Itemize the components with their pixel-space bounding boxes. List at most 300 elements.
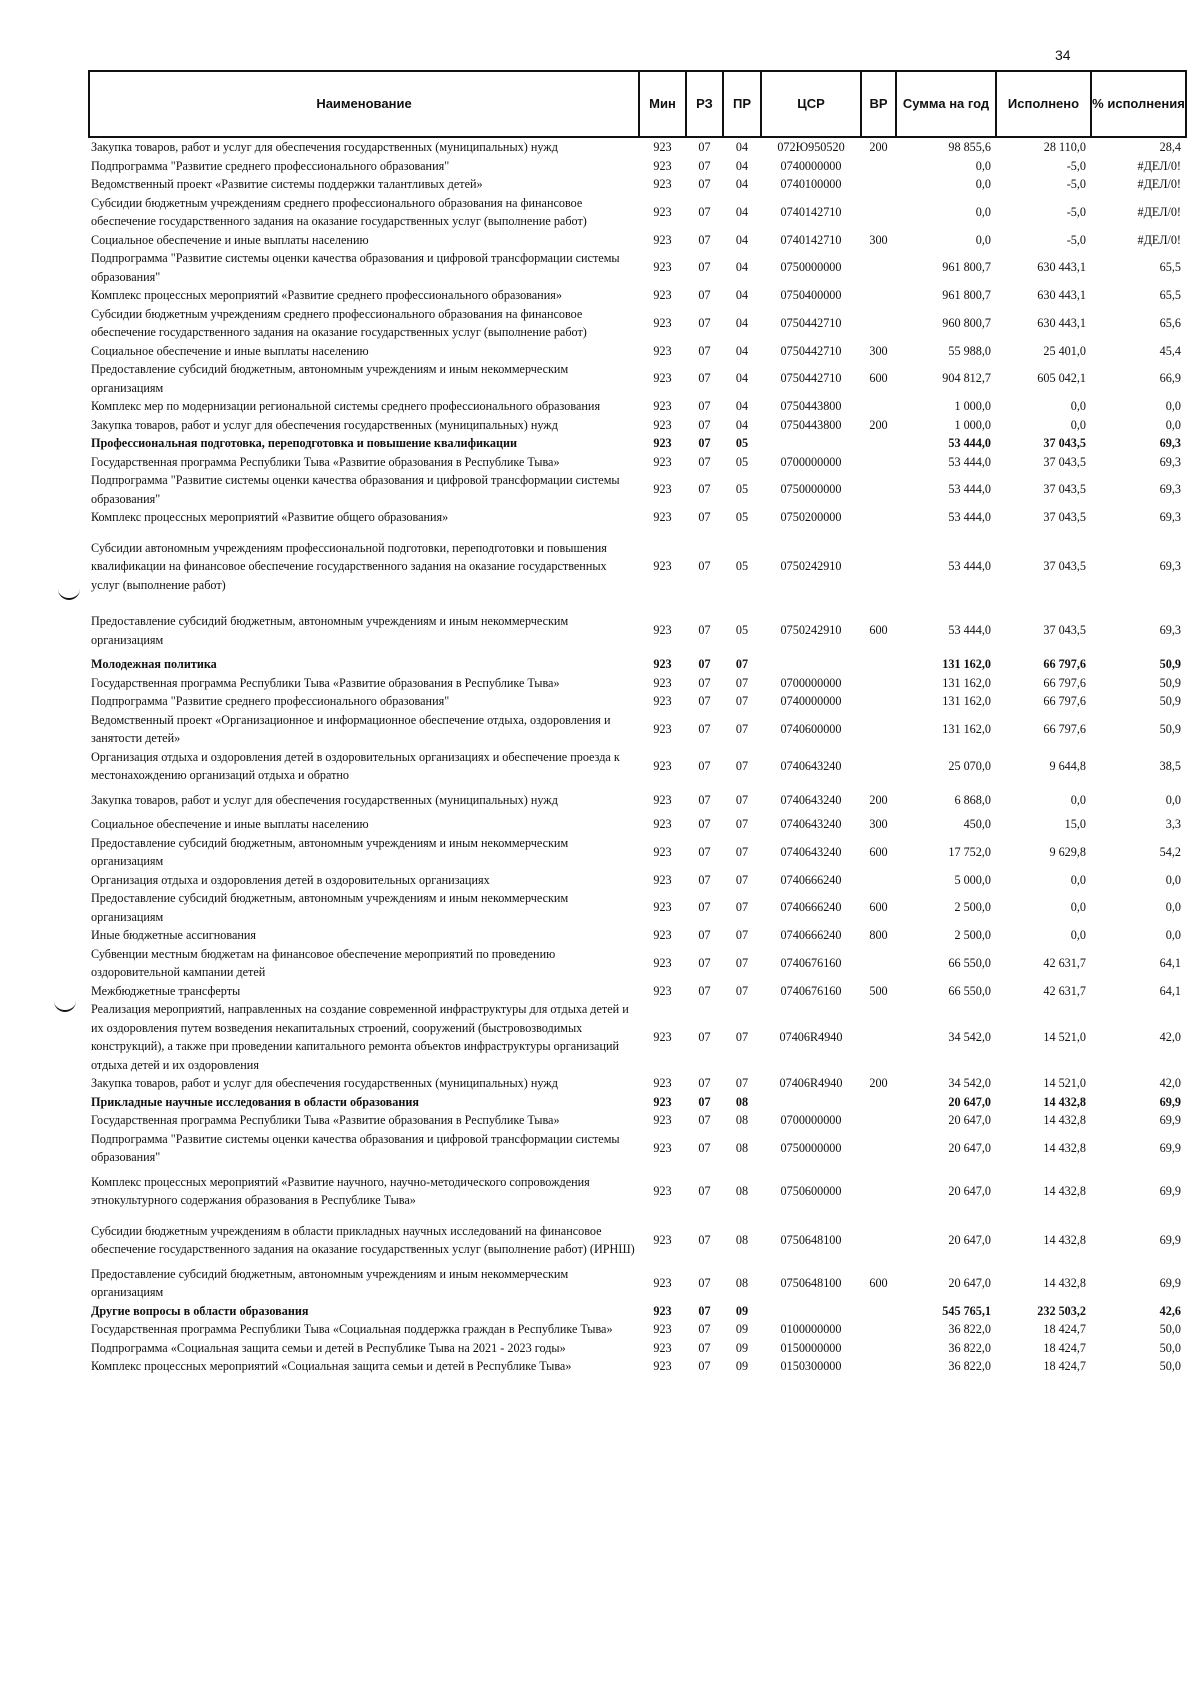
row-pct: 28,4: [1159, 140, 1181, 154]
row-done: 28 110,0: [1043, 140, 1086, 154]
row-rz: 07: [698, 900, 711, 915]
row-name: Закупка товаров, работ и услуг для обеспечения государственных (муниципальных) нужд: [91, 1076, 558, 1090]
row-rz: 07: [698, 343, 711, 358]
row-pr: 04: [735, 371, 749, 386]
row-sum: 6 868,0: [954, 792, 991, 807]
row-min: 923: [653, 315, 672, 330]
row-name: Иные бюджетные ассигнования: [91, 928, 257, 942]
row-name: Реализация мероприятий, направленных на создание современной инфраструктуры для отдыха детей и их оздоровления путем возведения некапитальных строений, сооружений (быстровозводимых конструкций), а также при проведении капитального ремонта объектов инфраструктуры организаций отдыха детей и их оздоровления: [91, 1002, 629, 1072]
row-pct: 69,3: [1159, 482, 1181, 497]
table-row: [89, 1302, 1186, 1321]
row-sum: 36 822,0: [948, 1340, 991, 1355]
row-csr: 0750400000: [780, 288, 842, 302]
row-vr: [861, 945, 896, 982]
row-min: 923: [653, 928, 672, 942]
row-csr: 0700000000: [780, 454, 842, 469]
row-min: 923: [653, 343, 672, 358]
row-pct: 45,4: [1159, 343, 1181, 358]
row-vr: [861, 1000, 896, 1074]
row-sum: 53 444,0: [948, 436, 991, 450]
row-vr: [861, 194, 896, 231]
row-min: 923: [653, 140, 672, 154]
row-vr: 600: [869, 900, 888, 915]
row-csr: 0700000000: [780, 1113, 842, 1127]
row-min: 923: [653, 1076, 672, 1090]
row-min: 923: [653, 1322, 672, 1336]
row-rz: 07: [698, 482, 711, 497]
row-min: 923: [653, 1029, 672, 1044]
row-pr: 05: [735, 510, 749, 524]
row-name: Организация отдыха и оздоровления детей в оздоровительных организациях и обеспечение проезда к местонахождению организаций отдыха и обратно: [91, 749, 620, 782]
row-csr: 0750000000: [780, 1140, 842, 1155]
row-rz: 07: [698, 288, 711, 302]
header-name: Наименование: [89, 71, 639, 137]
row-pct: 0,0: [1165, 417, 1181, 432]
row-name: Комплекс процессных мероприятий «Развитие общего образования»: [91, 510, 449, 524]
row-min: 923: [653, 1113, 672, 1127]
row-done: 14 521,0: [1043, 1076, 1086, 1090]
row-sum: 36 822,0: [948, 1359, 991, 1373]
row-vr: 600: [869, 623, 888, 638]
row-sum: 53 444,0: [948, 510, 991, 524]
row-sum: 34 542,0: [948, 1076, 991, 1090]
row-rz: 07: [698, 1359, 711, 1373]
table-row: [89, 397, 1186, 416]
header-done: Исполнено: [996, 71, 1091, 137]
row-vr: 200: [869, 1076, 888, 1090]
row-vr: [861, 711, 896, 748]
row-vr: 300: [869, 343, 888, 358]
row-rz: 07: [698, 844, 711, 859]
row-rz: 07: [698, 371, 711, 386]
row-rz: 07: [698, 1029, 711, 1044]
row-vr: 800: [869, 928, 888, 942]
row-csr: 0740676160: [780, 983, 842, 998]
row-sum: 17 752,0: [948, 844, 991, 859]
table-row: [89, 889, 1186, 926]
table-row: [89, 655, 1186, 674]
table-body: [89, 137, 1186, 1376]
table-row: [89, 871, 1186, 890]
scan-mark: [54, 1000, 76, 1012]
table-row: [89, 471, 1186, 508]
row-sum: 1 000,0: [954, 399, 991, 413]
table-row: [89, 1000, 1186, 1074]
row-pr: 07: [735, 1029, 749, 1044]
row-pr: 09: [735, 1303, 749, 1318]
table-row: [89, 785, 1186, 816]
row-pct: #ДЕЛ/0!: [1137, 232, 1181, 247]
row-pct: 69,3: [1159, 623, 1181, 638]
row-min: 923: [653, 417, 672, 432]
row-name: Подпрограмма "Развитие среднего профессионального образования": [91, 694, 450, 708]
row-name: Подпрограмма "Развитие системы оценки качества образования и цифровой трансформации системы образования": [91, 1131, 620, 1164]
row-rz: 07: [698, 260, 711, 275]
row-csr: 0740000000: [780, 158, 842, 173]
row-done: 0,0: [1070, 928, 1086, 942]
row-pr: 07: [735, 792, 749, 807]
row-name: Субсидии бюджетным учреждениям в области прикладных научных исследований на финансовое обеспечение государственного задания на оказание государственных услуг (выполнение работ) (ИРНШ): [91, 1223, 635, 1256]
row-csr: 0740643240: [780, 758, 842, 773]
row-csr: 0740666240: [780, 872, 842, 887]
row-rz: 07: [698, 817, 711, 831]
row-pr: 07: [735, 1076, 749, 1090]
row-pct: 0,0: [1165, 928, 1181, 942]
row-done: 0,0: [1070, 792, 1086, 807]
row-rz: 07: [698, 204, 711, 219]
row-rz: 07: [698, 872, 711, 887]
row-rz: 07: [698, 1275, 711, 1290]
table-row: [89, 945, 1186, 982]
row-done: 18 424,7: [1043, 1340, 1086, 1355]
table-row: [89, 834, 1186, 871]
row-pr: 07: [735, 675, 749, 690]
row-min: 923: [653, 288, 672, 302]
row-pct: 64,1: [1159, 955, 1181, 970]
row-pr: 05: [735, 454, 749, 469]
row-rz: 07: [698, 721, 711, 736]
row-min: 923: [653, 623, 672, 638]
table-row: [89, 194, 1186, 231]
row-pr: 08: [735, 1113, 749, 1127]
row-sum: 904 812,7: [942, 371, 991, 386]
row-pr: 05: [735, 482, 749, 497]
row-name: Предоставление субсидий бюджетным, автономным учреждениям и иным некоммерческим организациям: [91, 891, 569, 924]
row-name: Государственная программа Республики Тыва «Развитие образования в Республике Тыва»: [91, 454, 560, 469]
header-sum: Сумма на год: [896, 71, 996, 137]
row-csr: [761, 1093, 861, 1112]
row-csr: 0740600000: [780, 721, 842, 736]
row-pct: 0,0: [1165, 792, 1181, 807]
row-done: 15,0: [1064, 817, 1086, 831]
row-vr: [861, 157, 896, 176]
row-min: 923: [653, 436, 672, 450]
row-rz: 07: [698, 955, 711, 970]
table-row: [89, 416, 1186, 435]
row-done: 14 432,8: [1043, 1094, 1086, 1109]
row-sum: 36 822,0: [948, 1322, 991, 1336]
row-pct: 65,5: [1159, 260, 1181, 275]
row-csr: 07406R4940: [779, 1029, 843, 1044]
row-rz: 07: [698, 792, 711, 807]
row-name: Комплекс процессных мероприятий «Социальная защита семьи и детей в Республике Тыва»: [91, 1359, 572, 1373]
row-sum: 53 444,0: [948, 482, 991, 497]
row-csr: 0750442710: [780, 315, 842, 330]
row-vr: [861, 1111, 896, 1130]
row-csr: 0740666240: [780, 900, 842, 915]
row-rz: 07: [698, 675, 711, 690]
row-csr: 0750242910: [780, 623, 842, 638]
row-pct: 69,3: [1159, 559, 1181, 573]
row-pr: 08: [735, 1183, 749, 1198]
row-vr: 200: [869, 140, 888, 154]
row-name: Организация отдыха и оздоровления детей в оздоровительных организациях: [91, 872, 490, 887]
row-pr: 07: [735, 721, 749, 736]
row-sum: 1 000,0: [954, 417, 991, 432]
row-pr: 04: [735, 288, 749, 302]
row-vr: [861, 508, 896, 527]
row-done: 14 432,8: [1043, 1183, 1086, 1198]
row-csr: 0740142710: [780, 204, 842, 219]
row-rz: 07: [698, 315, 711, 330]
row-pct: 69,9: [1159, 1140, 1181, 1155]
row-done: 0,0: [1070, 417, 1086, 432]
row-pr: 09: [735, 1340, 749, 1355]
row-done: -5,0: [1066, 204, 1086, 219]
row-vr: [861, 1167, 896, 1216]
row-vr: [861, 453, 896, 472]
row-sum: 34 542,0: [948, 1029, 991, 1044]
row-rz: 07: [698, 758, 711, 773]
row-min: 923: [653, 204, 672, 219]
table-row: [89, 711, 1186, 748]
row-csr: 0740676160: [780, 955, 842, 970]
row-vr: [861, 1339, 896, 1358]
row-pct: 69,9: [1159, 1094, 1181, 1109]
row-sum: 960 800,7: [942, 315, 991, 330]
row-csr: [761, 434, 861, 453]
row-min: 923: [653, 510, 672, 524]
row-min: 923: [653, 1094, 672, 1109]
table-row: [89, 926, 1186, 945]
row-done: 630 443,1: [1037, 260, 1086, 275]
page-number: 34: [1055, 47, 1071, 63]
row-sum: 0,0: [975, 204, 991, 219]
row-pct: 65,6: [1159, 315, 1181, 330]
row-pr: 04: [735, 343, 749, 358]
row-vr: 500: [869, 983, 888, 998]
table-row: [89, 606, 1186, 655]
row-pct: 64,1: [1159, 983, 1181, 998]
row-name: Ведомственный проект «Развитие системы поддержки талантливых детей»: [91, 177, 483, 191]
row-pct: 42,6: [1159, 1303, 1181, 1318]
row-sum: 131 162,0: [942, 721, 991, 736]
row-min: 923: [653, 482, 672, 497]
row-pr: 04: [735, 232, 749, 247]
row-done: 18 424,7: [1043, 1359, 1086, 1373]
row-rz: 07: [698, 928, 711, 942]
table-header: [89, 71, 1186, 137]
row-sum: 131 162,0: [942, 694, 991, 708]
row-pr: 05: [735, 436, 749, 450]
row-min: 923: [653, 454, 672, 469]
row-name: Прикладные научные исследования в области образования: [91, 1094, 419, 1109]
row-vr: [861, 692, 896, 711]
row-name: Молодежная политика: [91, 657, 217, 671]
row-pr: 04: [735, 158, 749, 173]
row-pr: 04: [735, 140, 749, 154]
row-rz: 07: [698, 232, 711, 247]
row-min: 923: [653, 675, 672, 690]
row-rz: 07: [698, 177, 711, 191]
row-pct: 42,0: [1159, 1076, 1181, 1090]
row-csr: 0740643240: [780, 844, 842, 859]
row-sum: 20 647,0: [948, 1275, 991, 1290]
row-pr: 08: [735, 1140, 749, 1155]
row-rz: 07: [698, 983, 711, 998]
row-csr: 0750200000: [780, 510, 842, 524]
header-min: Мин: [639, 71, 686, 137]
table-row: [89, 286, 1186, 305]
row-pct: 69,3: [1159, 454, 1181, 469]
row-done: 0,0: [1070, 900, 1086, 915]
row-rz: 07: [698, 140, 711, 154]
row-rz: 07: [698, 559, 711, 573]
row-vr: [861, 1216, 896, 1265]
row-vr: [861, 1302, 896, 1321]
row-name: Предоставление субсидий бюджетным, автономным учреждениям и иным некоммерческим организациям: [91, 614, 569, 647]
row-name: Субсидии бюджетным учреждениям среднего профессионального образования на финансовое обеспечение государственного задания на оказание государственных услуг (выполнение работ): [91, 195, 587, 228]
row-csr: 0740643240: [780, 817, 842, 831]
row-done: 14 521,0: [1043, 1029, 1086, 1044]
row-done: 630 443,1: [1037, 288, 1086, 302]
row-rz: 07: [698, 1140, 711, 1155]
table-row: [89, 748, 1186, 785]
row-csr: 0150300000: [780, 1359, 842, 1373]
table-row: [89, 1167, 1186, 1216]
header-pct: % исполнения: [1091, 71, 1186, 137]
row-pct: #ДЕЛ/0!: [1137, 177, 1181, 191]
row-vr: [861, 1093, 896, 1112]
row-pct: 50,0: [1159, 1322, 1181, 1336]
row-pct: 50,0: [1159, 1359, 1181, 1373]
row-done: 25 401,0: [1043, 343, 1086, 358]
row-pr: 08: [735, 1232, 749, 1247]
row-min: 923: [653, 900, 672, 915]
row-csr: 072Ю950520: [777, 140, 845, 154]
scan-mark: [58, 588, 80, 600]
row-done: 14 432,8: [1043, 1275, 1086, 1290]
row-min: 923: [653, 1303, 672, 1318]
row-done: 42 631,7: [1043, 955, 1086, 970]
row-pr: 07: [735, 983, 749, 998]
table-row: [89, 453, 1186, 472]
row-rz: 07: [698, 510, 711, 524]
row-name: Предоставление субсидий бюджетным, автономным учреждениям и иным некоммерческим организациям: [91, 362, 569, 395]
row-sum: 25 070,0: [948, 758, 991, 773]
row-csr: 0750442710: [780, 371, 842, 386]
row-pct: #ДЕЛ/0!: [1137, 204, 1181, 219]
table-row: [89, 175, 1186, 194]
row-vr: 200: [869, 417, 888, 432]
header-csr: ЦСР: [761, 71, 861, 137]
table-row: [89, 231, 1186, 250]
row-pr: 04: [735, 177, 749, 191]
table-row: [89, 692, 1186, 711]
row-sum: 0,0: [975, 177, 991, 191]
row-name: Другие вопросы в области образования: [91, 1303, 309, 1318]
row-done: 42 631,7: [1043, 983, 1086, 998]
row-csr: [761, 1302, 861, 1321]
row-pr: 07: [735, 900, 749, 915]
row-name: Субсидии бюджетным учреждениям среднего профессионального образования на финансовое обеспечение государственного задания на оказание государственных услуг (выполнение работ): [91, 306, 587, 339]
row-name: Субвенции местным бюджетам на финансовое обеспечение мероприятий по проведению оздоровительной кампании детей: [91, 946, 556, 979]
row-sum: 450,0: [963, 817, 991, 831]
row-pr: 09: [735, 1322, 749, 1336]
row-sum: 20 647,0: [948, 1094, 991, 1109]
row-min: 923: [653, 177, 672, 191]
table-row: [89, 1265, 1186, 1302]
row-vr: [861, 871, 896, 890]
row-min: 923: [653, 844, 672, 859]
row-done: 9 644,8: [1049, 758, 1086, 773]
row-done: 14 432,8: [1043, 1113, 1086, 1127]
table-row: [89, 1074, 1186, 1093]
row-sum: 131 162,0: [942, 657, 991, 671]
table-row: [89, 434, 1186, 453]
row-name: Государственная программа Республики Тыва «Развитие образования в Республике Тыва»: [91, 675, 560, 690]
row-rz: 07: [698, 1183, 711, 1198]
row-vr: [861, 655, 896, 674]
row-rz: 07: [698, 417, 711, 432]
row-rz: 07: [698, 1303, 711, 1318]
row-done: 37 043,5: [1043, 436, 1086, 450]
row-vr: 600: [869, 844, 888, 859]
row-pct: 0,0: [1165, 900, 1181, 915]
row-csr: [761, 655, 861, 674]
row-pct: 50,9: [1159, 657, 1181, 671]
row-vr: [861, 1130, 896, 1167]
row-csr: 0700000000: [780, 675, 842, 690]
row-vr: 600: [869, 371, 888, 386]
row-sum: 66 550,0: [948, 983, 991, 998]
row-vr: [861, 1320, 896, 1339]
row-done: 14 432,8: [1043, 1232, 1086, 1247]
row-rz: 07: [698, 1094, 711, 1109]
table-row: [89, 1339, 1186, 1358]
row-rz: 07: [698, 158, 711, 173]
row-pr: 07: [735, 844, 749, 859]
row-name: Предоставление субсидий бюджетным, автономным учреждениям и иным некоммерческим организациям: [91, 835, 569, 868]
row-csr: 0100000000: [780, 1322, 842, 1336]
table-row: [89, 1216, 1186, 1265]
row-name: Закупка товаров, работ и услуг для обеспечения государственных (муниципальных) нужд: [91, 140, 558, 154]
row-csr: 0740100000: [780, 177, 842, 191]
row-min: 923: [653, 983, 672, 998]
row-name: Государственная программа Республики Тыва «Развитие образования в Республике Тыва»: [91, 1113, 560, 1127]
row-name: Подпрограмма «Социальная защита семьи и детей в Республике Тыва на 2021 - 2023 годы»: [91, 1340, 566, 1355]
row-pr: 07: [735, 758, 749, 773]
row-pct: 65,5: [1159, 288, 1181, 302]
table-row: [89, 527, 1186, 607]
row-pct: 50,0: [1159, 1340, 1181, 1355]
row-sum: 98 855,6: [948, 140, 991, 154]
table-row: [89, 815, 1186, 834]
row-name: Закупка товаров, работ и услуг для обеспечения государственных (муниципальных) нужд: [91, 417, 558, 432]
row-name: Субсидии автономным учреждениям профессиональной подготовки, переподготовки и повышения квалификации на финансовое обеспечение государственного задания на оказание государственных услуг (выполнение работ): [91, 540, 607, 592]
row-min: 923: [653, 1232, 672, 1247]
row-done: 66 797,6: [1043, 721, 1086, 736]
table-row: [89, 137, 1186, 157]
row-vr: 600: [869, 1275, 888, 1290]
row-pr: 08: [735, 1094, 749, 1109]
row-min: 923: [653, 1275, 672, 1290]
row-min: 923: [653, 260, 672, 275]
row-min: 923: [653, 955, 672, 970]
row-csr: 0750000000: [780, 482, 842, 497]
table-row: [89, 1111, 1186, 1130]
row-name: Комплекс мер по модернизации региональной системы среднего профессионального образования: [91, 399, 601, 413]
row-done: 232 503,2: [1037, 1303, 1086, 1318]
row-pct: 54,2: [1159, 844, 1181, 859]
row-vr: [861, 305, 896, 342]
row-pr: 07: [735, 872, 749, 887]
row-pr: 04: [735, 315, 749, 330]
table-row: [89, 305, 1186, 342]
row-pr: 04: [735, 260, 749, 275]
row-done: 66 797,6: [1043, 675, 1086, 690]
row-pr: 07: [735, 694, 749, 708]
